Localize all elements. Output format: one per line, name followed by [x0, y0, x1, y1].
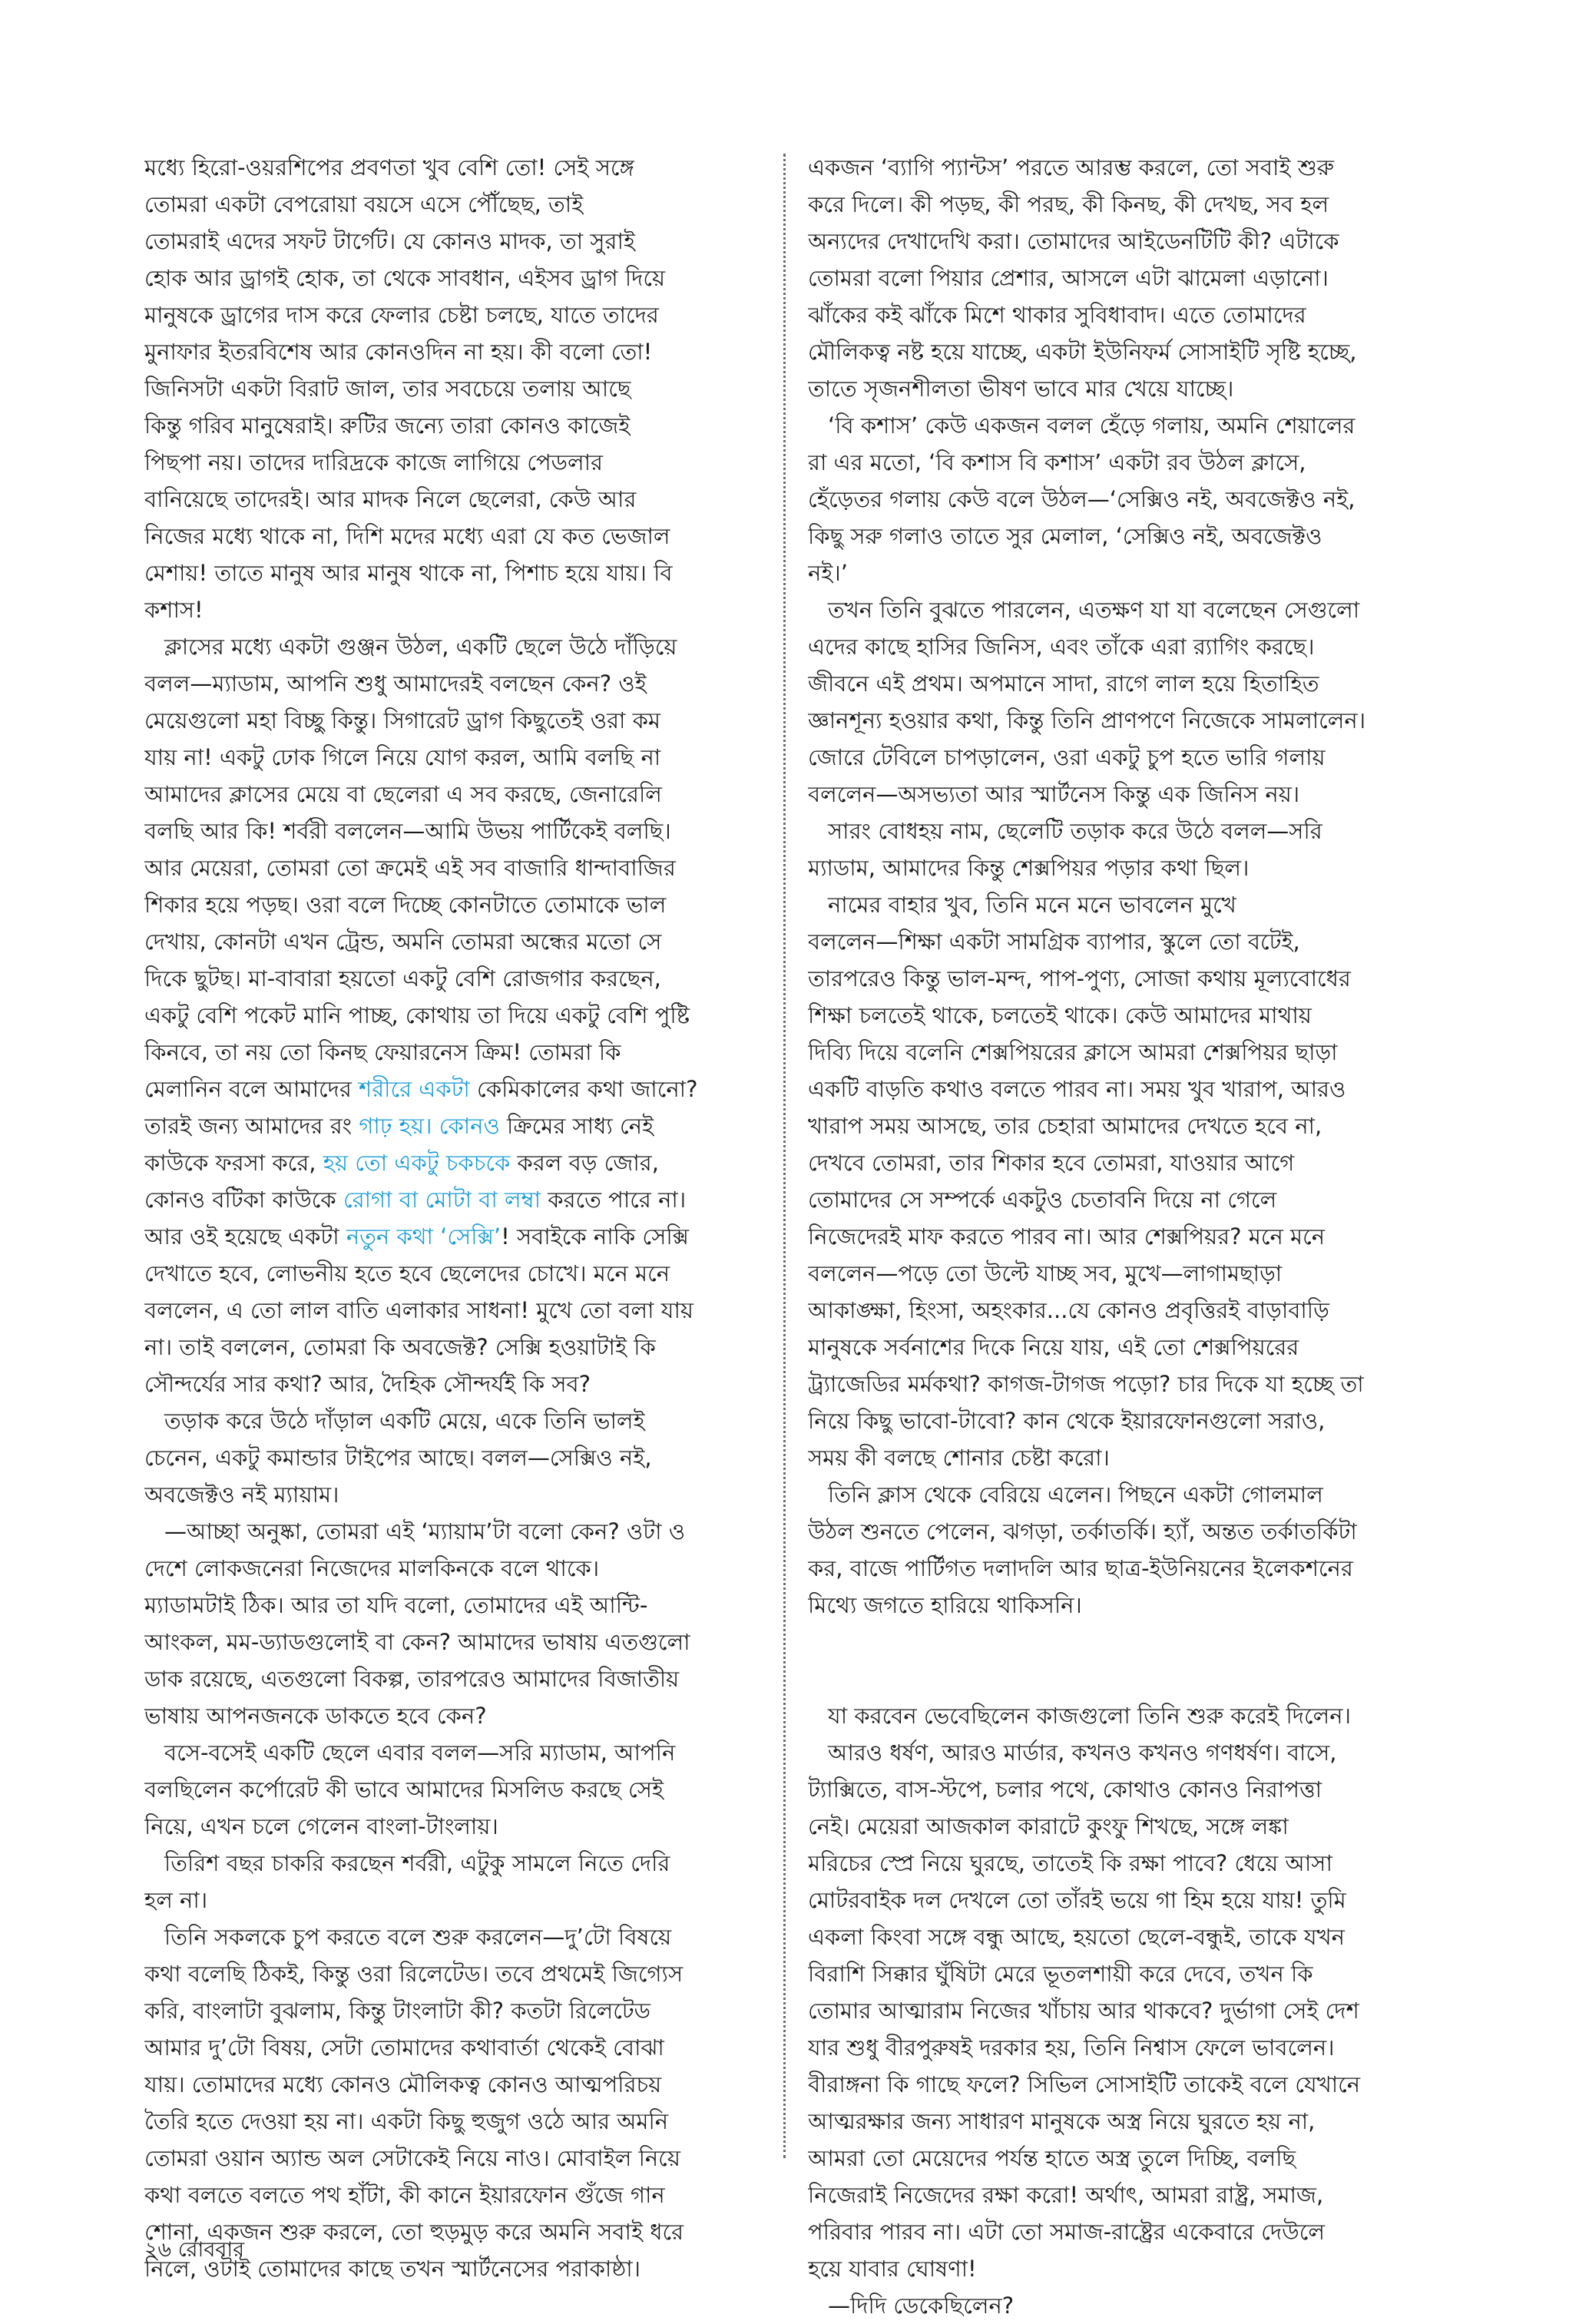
- text-line: ডাক রয়েছে, এতগুলো বিকল্প, তারপরেও আমাদের বিজাতীয়: [144, 1666, 680, 1692]
- text-line: যায় না! একটু ঢোক গিলে নিয়ে যোগ করল, আমি বলছি না: [144, 744, 661, 770]
- text-line: নেই। মেয়েরা আজকাল কারাটে কুংফু শিখছে, সঙ্গে লঙ্কা: [808, 1813, 1289, 1839]
- text-line: দেখবে তোমরা, তার শিকার হবে তোমরা, যাওয়ার আগে: [808, 1150, 1295, 1176]
- text-line: বললেন—শিক্ষা একটা সামগ্রিক ব্যাপার, স্কুলে তো বটেই,: [808, 929, 1300, 955]
- text-line: পিছপা নয়। তাদের দারিদ্রকে কাজে লাগিয়ে পেডলার: [144, 449, 603, 475]
- page-number: ২৬: [144, 2238, 172, 2262]
- text-line: দেশে লোকজনেরা নিজেদের মালকিনকে বলে থাকে।: [144, 1555, 600, 1581]
- text-line: ভাষায় আপনজনকে ডাকতে হবে কেন?: [144, 1703, 487, 1729]
- text-line: কাউকে ফরসা করে, হয় তো একটু চকচকে করল বড় জোর,: [144, 1150, 659, 1176]
- text-line: বিরাশি সিক্কার ঘুঁষিটা মেরে ভূতলশায়ী করে দেবে, তখন কি: [808, 1961, 1313, 1987]
- text-line: নিজেরাই নিজেদের রক্ষা করো! অর্থাৎ, আমরা রাষ্ট্র, সমাজ,: [808, 2182, 1324, 2208]
- text-line: একটি বাড়তি কথাও বলতে পারব না। সময় খুব খারাপ, আরও: [808, 1076, 1346, 1102]
- text-line: নামের বাহার খুব, তিনি মনে মনে ভাবলেন মুখে: [828, 892, 1236, 918]
- text-line: —দিদি ডেকেছিলেন?: [828, 2293, 1015, 2319]
- text-line: সারং বোধহয় নাম, ছেলেটি তড়াক করে উঠে বলল—সরি: [828, 818, 1322, 844]
- text-line: আর মেয়েরা, তোমরা তো ক্রমেই এই সব বাজারি ধান্দাবাজির: [144, 855, 676, 881]
- text-line: নিলে, ওটাই তোমাদের কাছে তখন স্মার্টনেসের পরাকাষ্ঠা।: [144, 2256, 641, 2282]
- text-line: আরও ধর্ষণ, আরও মার্ডার, কখনও কখনও গণধর্ষণ। বাসে,: [828, 1740, 1337, 1766]
- text-line: বললেন—পড়ে তো উল্টে যাচ্ছ সব, মুখে—লাগামছাড়া: [808, 1260, 1283, 1286]
- text-line: কথা বলতে বলতে পথ হাঁটা, কী কানে ইয়ারফোন গুঁজে গান: [144, 2182, 665, 2208]
- text-line: মুনাফার ইতরবিশেষ আর কোনওদিন না হয়। কী বলো তো!: [144, 339, 653, 365]
- text-line: তোমার আত্মারাম নিজের খাঁচায় আর থাকবে? দুর্ভাগা সেই দেশ: [808, 1998, 1359, 2024]
- text-line: তোমাদের সে সম্পর্কে একটুও চেতাবনি দিয়ে না গেলে: [808, 1187, 1277, 1213]
- text-line: দেখায়, কোনটা এখন ট্রেন্ড, অমনি তোমরা অন্ধের মতো সে: [144, 929, 662, 955]
- text-line: আমরা তো মেয়েদের পর্যন্ত হাতে অস্ত্র তুলে দিচ্ছি, বলছি: [808, 2145, 1296, 2171]
- text-line: অন্যদের দেখাদেখি করা। তোমাদের আইডেনটিটি কী? এটাকে: [808, 228, 1339, 254]
- text-line: তোমরা বলো পিয়ার প্রেশার, আসলে এটা ঝামেলা এড়ানো।: [808, 265, 1329, 291]
- text-line: ক্লাসের মধ্যে একটা গুঞ্জন উঠল, একটি ছেলে উঠে দাঁড়িয়ে: [164, 634, 677, 660]
- text-line: তারই জন্য আমাদের রং গাঢ় হয়। কোনও ক্রিমের সাধ্য নেই: [144, 1113, 654, 1139]
- text-line: হল না।: [144, 1887, 208, 1913]
- text-line: একজন ‘ব্যাগি প্যান্টস’ পরতে আরম্ভ করলে, তো সবাই শুরু: [808, 154, 1334, 180]
- text-line: তাতে সৃজনশীলতা ভীষণ ভাবে মার খেয়ে যাচ্ছে।: [808, 376, 1234, 402]
- text-line: জীবনে এই প্রথম। অপমানে সাদা, রাগে লাল হয়ে হিতাহিত: [808, 670, 1319, 697]
- text-line: আংকল, মম-ড্যাডগুলোই বা কেন? আমাদের ভাষায় এতগুলো: [144, 1629, 690, 1655]
- text-line: যায়। তোমাদের মধ্যে কোনও মৌলিকত্ব কোনও আত্মপরিচয়: [144, 2071, 662, 2097]
- text-line: একটু বেশি পকেট মানি পাচ্ছ, কোথায় তা দিয়ে একটু বেশি পুষ্টি: [144, 1002, 690, 1028]
- text-line: জোরে টেবিলে চাপড়ালেন, ওরা একটু চুপ হতে ভারি গলায়: [808, 744, 1326, 770]
- text-line: বানিয়েছে তাদেরই। আর মাদক নিলে ছেলেরা, কেউ আর: [144, 486, 637, 512]
- left-text-column: [144, 149, 759, 2287]
- highlighted-phrase: গাঢ় হয়। কোনও: [359, 1113, 500, 1139]
- text-line: নিজেদেরই মাফ করতে পারব না। আর শেক্সপিয়র? মনে মনে: [808, 1223, 1326, 1250]
- text-line: বলছি আর কি! শর্বরী বললেন—আমি উভয় পার্টিকেই বলছি।: [144, 818, 671, 844]
- text-line: আমাদের ক্লাসের মেয়ে বা ছেলেরা এ সব করছে, জেনারেলি: [144, 781, 662, 807]
- text-line: রা এর মতো, ‘বি কশাস বি কশাস’ একটা রব উঠল ক্লাসে,: [808, 449, 1306, 475]
- text-line: তিনি ক্লাস থেকে বেরিয়ে এলেন। পিছনে একটা গোলমাল: [828, 1481, 1323, 1508]
- text-line: বলল—ম্যাডাম, আপনি শুধু আমাদেরই বলছেন কেন? ওই: [144, 670, 647, 697]
- right-text-column: [808, 149, 1430, 2324]
- text-line: হয়ে যাবার ঘোষণা!: [808, 2256, 977, 2282]
- text-line: কশাস!: [144, 597, 204, 623]
- text-line: বললেন—অসভ্যতা আর স্মার্টনেস কিন্তু এক জিনিস নয়।: [808, 781, 1300, 807]
- highlighted-phrase: শরীরে একটা: [359, 1076, 470, 1102]
- text-line: তিনি সকলকে চুপ করতে বলে শুরু করলেন—দু’টো বিষয়ে: [164, 1924, 672, 1950]
- text-line: ‘বি কশাস’ কেউ একজন বলল হেঁড়ে গলায়, অমনি শেয়ালের: [828, 412, 1355, 439]
- text-line: আকাঙ্ক্ষা, হিংসা, অহংকার...যে কোনও প্রবৃত্তিরই বাড়াবাড়ি: [808, 1297, 1329, 1323]
- column-divider: [783, 154, 786, 2158]
- text-line: আর ওই হয়েছে একটা নতুন কথা ‘সেক্সি’! সবাইকে নাকি সেক্সি: [144, 1223, 689, 1250]
- text-line: আমার দু’টো বিষয়, সেটা তোমাদের কথাবার্তা থেকেই বোঝা: [144, 2034, 664, 2061]
- text-line: সময় কী বলছে শোনার চেষ্টা করো।: [808, 1445, 1110, 1471]
- text-line: মেলানিন বলে আমাদের শরীরে একটা কেমিকালের কথা জানো?: [144, 1076, 698, 1102]
- text-line: বীরাঙ্গনা কি গাছে ফলে? সিভিল সোসাইটি তাকেই বলে যেখানে: [808, 2071, 1361, 2097]
- text-line: নিয়ে কিছু ভাবো-টাবো? কান থেকে ইয়ারফোনগুলো সরাও,: [808, 1408, 1326, 1434]
- text-line: মানুষকে সর্বনাশের দিকে নিয়ে যায়, এই তো শেক্সপিয়রের: [808, 1334, 1299, 1360]
- text-line: শিক্ষা চলতেই থাকে, চলতেই থাকে। কেউ আমাদের মাথায়: [808, 1002, 1312, 1028]
- text-line: জিনিসটা একটা বিরাট জাল, তার সবচেয়ে তলায় আছে: [144, 376, 631, 402]
- text-line: বলছিলেন কর্পোরেট কী ভাবে আমাদের মিসলিড করছে সেই: [144, 1776, 664, 1803]
- text-line: তিরিশ বছর চাকরি করছেন শর্বরী, এটুকু সামলে নিতে দেরি: [164, 1850, 670, 1876]
- text-line: তোমরা ওয়ান অ্যান্ড অল সেটাকেই নিয়ে নাও। মোবাইল নিয়ে: [144, 2145, 680, 2171]
- text-line: তড়াক করে উঠে দাঁড়াল একটি মেয়ে, একে তিনি ভালই: [164, 1408, 645, 1434]
- text-line: মেয়েগুলো মহা বিচ্ছু কিন্তু। সিগারেট ড্রাগ কিছুতেই ওরা কম: [144, 707, 661, 733]
- text-line: কিছু সরু গলাও তাতে সুর মেলাল, ‘সেক্সিও নই, অবজেক্টও: [808, 523, 1322, 549]
- text-line: কিন্তু গরিব মানুষেরাই। রুটির জন্যে তারা কোনও কাজেই: [144, 412, 631, 439]
- text-line: দিকে ছুটছ। মা-বাবারা হয়তো একটু বেশি রোজগার করছেন,: [144, 965, 661, 992]
- text-line: বললেন, এ তো লাল বাতি এলাকার সাধনা! মুখে তো বলা যায়: [144, 1297, 693, 1323]
- text-line: মেশায়! তাতে মানুষ আর মানুষ থাকে না, পিশাচ হয়ে যায়। বি: [144, 560, 673, 586]
- text-line: মিথ্যে জগতে হারিয়ে থাকিসনি।: [808, 1592, 1082, 1618]
- text-line: কর, বাজে পার্টিগত দলাদলি আর ছাত্র-ইউনিয়নের ইলেকশনের: [808, 1555, 1353, 1581]
- text-line: মানুষকে ড্রাগের দাস করে ফেলার চেষ্টা চলছে, যাতে তাদের: [144, 302, 659, 328]
- text-line: হোক আর ড্রাগই হোক, তা থেকে সাবধান, এইসব ড্রাগ দিয়ে: [144, 265, 666, 291]
- text-line: সৌন্দর্যের সার কথা? আর, দৈহিক সৌন্দর্যই কি সব?: [144, 1371, 591, 1397]
- highlighted-phrase: নতুন কথা ‘সেক্সি’: [346, 1223, 501, 1250]
- text-line: মধ্যে হিরো-ওয়রশিপের প্রবণতা খুব বেশি তো! সেই সঙ্গে: [144, 154, 634, 180]
- text-line: নিজের মধ্যে থাকে না, দিশি মদের মধ্যে এরা যে কত ভেজাল: [144, 523, 670, 549]
- text-line: উঠল শুনতে পেলেন, ঝগড়া, তর্কাতর্কি। হ্যাঁ, অন্তত তর্কাতর্কিটা: [808, 1518, 1357, 1544]
- text-line: তৈরি হতে দেওয়া হয় না। একটা কিছু হুজুগ ওঠে আর অমনি: [144, 2108, 669, 2134]
- text-line: শিকার হয়ে পড়ছ। ওরা বলে দিচ্ছে কোনটাতে তোমাকে ভাল: [144, 892, 667, 918]
- text-line: জ্ঞানশূন্য হওয়ার কথা, কিন্তু তিনি প্রাণপণে নিজেকে সামলালেন।: [808, 707, 1366, 733]
- text-line: কিনবে, তা নয় তো কিনছ ফেয়ারনেস ক্রিম! তোমরা কি: [144, 1039, 621, 1065]
- text-line: তোমরাই এদের সফট টার্গেট। যে কোনও মাদক, তা সুরাই: [144, 228, 635, 254]
- text-line: আত্মরক্ষার জন্য সাধারণ মানুষকে অস্ত্র নিয়ে ঘুরতে হয় না,: [808, 2108, 1316, 2134]
- text-line: যা করবেন ভেবেছিলেন কাজগুলো তিনি শুরু করেই দিলেন।: [828, 1703, 1351, 1729]
- text-line: ঝাঁকের কই ঝাঁকে মিশে থাকার সুবিধাবাদ। এতে তোমাদের: [808, 302, 1306, 328]
- text-line: যার শুধু বীরপুরুষই দরকার হয়, তিনি নিশ্বাস ফেলে ভাবলেন।: [808, 2034, 1335, 2061]
- text-line: খারাপ সময় আসছে, তার চেহারা আমাদের দেখতে হবে না,: [808, 1113, 1322, 1139]
- page-footer: [144, 2235, 244, 2266]
- text-line: চেনেন, একটু কমান্ডার টাইপের আছে। বলল—সেক্সিও নই,: [144, 1445, 652, 1471]
- text-line: কথা বলেছি ঠিকই, কিন্তু ওরা রিলেটেড। তবে প্রথমেই জিগ্যেস: [144, 1961, 684, 1987]
- text-line: দেখাতে হবে, লোভনীয় হতে হবে ছেলেদের চোখে। মনে মনে: [144, 1260, 670, 1286]
- text-line: তোমরা একটা বেপরোয়া বয়সে এসে পৌঁছেছ, তাই: [144, 191, 584, 217]
- magazine-name: রোববার: [177, 2238, 245, 2262]
- text-line: এদের কাছে হাসির জিনিস, এবং তাঁকে এরা র‍্যাগিং করছে।: [808, 634, 1315, 660]
- text-line: পরিবার পারব না। এটা তো সমাজ-রাষ্ট্রের একেবারে দেউলে: [808, 2219, 1325, 2245]
- text-line: একলা কিংবা সঙ্গে বন্ধু আছে, হয়তো ছেলে-বন্ধুই, তাকে যখন: [808, 1924, 1345, 1950]
- text-line: কোনও বটিকা কাউকে রোগা বা মোটা বা লম্বা করতে পারে না।: [144, 1187, 687, 1213]
- text-line: করে দিলে। কী পড়ছ, কী পরছ, কী কিনছ, কী দেখছ, সব হল: [808, 191, 1329, 217]
- text-line: ট্র্যাজেডির মর্মকথা? কাগজ-টাগজ পড়ো? চার দিকে যা হচ্ছে তা: [808, 1371, 1364, 1397]
- text-line: হেঁড়েতর গলায় কেউ বলে উঠল—‘সেক্সিও নই, অবজেক্টও নই,: [808, 486, 1355, 512]
- text-line: করি, বাংলাটা বুঝলাম, কিন্তু টাংলাটা কী? কতটা রিলেটেড: [144, 1998, 651, 2024]
- text-line: [808, 1660, 1430, 1697]
- text-line: [808, 1624, 1430, 1660]
- text-line: ম্যাডাম, আমাদের কিন্তু শেক্সপিয়র পড়ার কথা ছিল।: [808, 855, 1250, 881]
- text-line: মোটরবাইক দল দেখলে তো তাঁরই ভয়ে গা হিম হয়ে যায়! তুমি: [808, 1887, 1346, 1913]
- text-line: নিয়ে, এখন চলে গেলেন বাংলা-টাংলায়।: [144, 1813, 498, 1839]
- text-line: তখন তিনি বুঝতে পারলেন, এতক্ষণ যা যা বলেছেন সেগুলো: [828, 597, 1360, 623]
- text-line: মরিচের স্প্রে নিয়ে ঘুরছে, তাতেই কি রক্ষা পাবে? ধেয়ে আসা: [808, 1850, 1332, 1876]
- text-line: মৌলিকত্ব নষ্ট হয়ে যাচ্ছে, একটা ইউনিফর্ম সোসাইটি সৃষ্টি হচ্ছে,: [808, 339, 1357, 365]
- text-line: —আচ্ছা অনুষ্কা, তোমরা এই ‘ম্যায়াম’টা বলো কেন? ওটা ও: [164, 1518, 686, 1544]
- text-line: দিব্যি দিয়ে বলেনি শেক্সপিয়রের ক্লাসে আমরা শেক্সপিয়র ছাড়া: [808, 1039, 1338, 1065]
- highlighted-phrase: রোগা বা মোটা বা লম্বা: [343, 1187, 541, 1213]
- text-line: শোনা, একজন শুরু করলে, তো হুড়মুড় করে অমনি সবাই ধরে: [144, 2219, 684, 2245]
- text-line: তারপরেও কিন্তু ভাল-মন্দ, পাপ-পুণ্য, সোজা কথায় মূল্যবোধের: [808, 965, 1351, 992]
- text-line: নই।’: [808, 560, 848, 586]
- text-line: ট্যাক্সিতে, বাস-স্টপে, চলার পথে, কোথাও কোনও নিরাপত্তা: [808, 1776, 1322, 1803]
- text-line: অবজেক্টও নই ম্যায়াম।: [144, 1481, 339, 1508]
- highlighted-phrase: হয় তো একটু চকচকে: [323, 1150, 511, 1176]
- text-line: বসে-বসেই একটি ছেলে এবার বলল—সরি ম্যাডাম, আপনি: [164, 1740, 676, 1766]
- text-line: ম্যাডামটাই ঠিক। আর তা যদি বলো, তোমাদের এই আন্টি-: [144, 1592, 648, 1618]
- text-line: না। তাই বললেন, তোমরা কি অবজেক্ট? সেক্সি হওয়াটাই কি: [144, 1334, 656, 1360]
